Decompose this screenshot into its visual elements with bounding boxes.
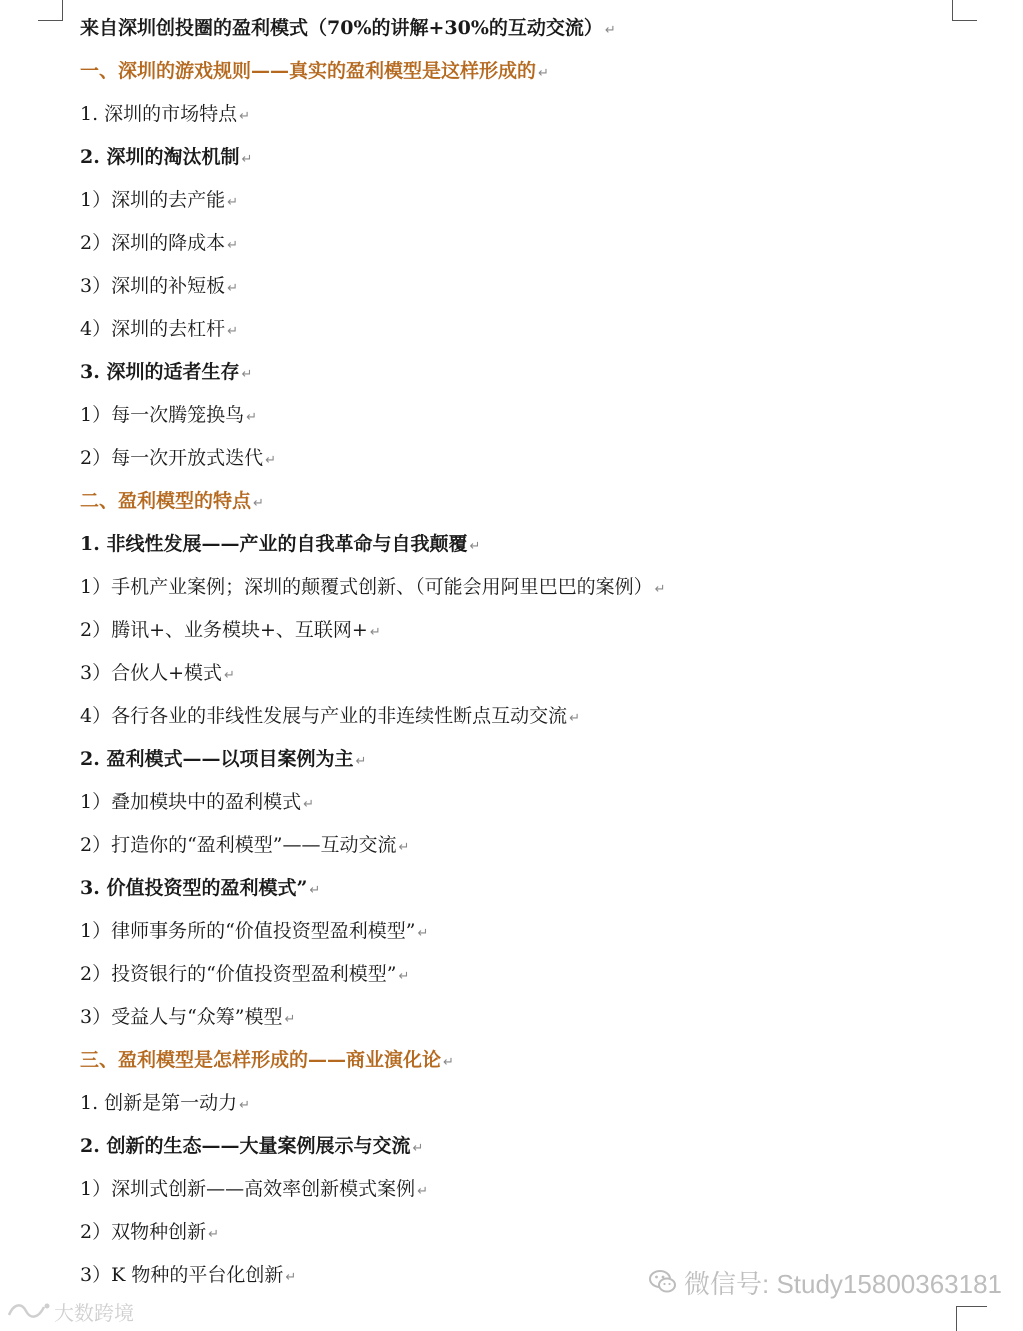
line-text: 2）双物种创新 — [80, 1221, 207, 1243]
line-text: 三、盈利模型是怎样形成的——商业演化论 — [80, 1049, 442, 1071]
line-text: 2）打造你的“盈利模型”——互动交流 — [80, 834, 397, 856]
outline-item — [80, 142, 252, 172]
paragraph-mark-icon: ↵ — [469, 539, 481, 554]
paragraph-mark-icon: ↵ — [246, 410, 257, 425]
outline-item — [80, 99, 250, 129]
brand-watermark — [6, 1296, 134, 1326]
paragraph-mark-icon: ↵ — [355, 754, 367, 769]
line-text: 1. 非线性发展——产业的自我革命与自我颠覆 — [80, 533, 468, 555]
outline-item — [80, 271, 238, 301]
line-text: 1）每一次腾笼换鸟 — [80, 404, 245, 426]
line-text: 2）腾讯+、业务模块+、互联网+ — [80, 619, 368, 641]
line-text: 2. 深圳的淘汰机制 — [80, 146, 240, 168]
line-text: 来自深圳创投圈的盈利模式（70%的讲解+30%的互动交流） — [80, 17, 603, 39]
paragraph-mark-icon: ↵ — [654, 582, 666, 597]
paragraph-mark-icon: ↵ — [284, 1012, 296, 1027]
section-heading — [80, 486, 264, 516]
paragraph-mark-icon: ↵ — [303, 797, 314, 812]
line-text: 1）律师事务所的“价值投资型盈利模型” — [80, 920, 416, 942]
paragraph-mark-icon: ↵ — [239, 109, 251, 124]
paragraph-mark-icon: ↵ — [208, 1227, 219, 1242]
paragraph-mark-icon: ↵ — [417, 926, 429, 941]
paragraph-mark-icon: ↵ — [443, 1055, 454, 1070]
paragraph-mark-icon: ↵ — [604, 23, 616, 38]
outline-item — [80, 1088, 250, 1118]
paragraph-mark-icon: ↵ — [227, 195, 238, 210]
line-text: 2）投资银行的“价值投资型盈利模型” — [80, 963, 397, 985]
outline-item — [80, 400, 257, 430]
wechat-icon — [648, 1267, 678, 1297]
outline-item — [80, 1002, 295, 1032]
outline-item — [80, 314, 238, 344]
outline-item — [80, 658, 235, 688]
paragraph-mark-icon: ↵ — [369, 625, 381, 640]
paragraph-mark-icon: ↵ — [239, 1098, 251, 1113]
line-text: 2. 盈利模式——以项目案例为主 — [80, 748, 354, 770]
paragraph-mark-icon: ↵ — [253, 496, 264, 511]
line-text: 1）叠加模块中的盈利模式 — [80, 791, 302, 813]
paragraph-mark-icon: ↵ — [398, 969, 410, 984]
line-text: 1）手机产业案例；深圳的颠覆式创新、（可能会用阿里巴巴的案例） — [80, 576, 653, 598]
document-title — [80, 13, 616, 43]
outline-item — [80, 873, 320, 903]
line-text: 一、深圳的游戏规则——真实的盈利模型是这样形成的 — [80, 60, 537, 82]
line-text: 3）合伙人+模式 — [80, 662, 223, 684]
paragraph-mark-icon: ↵ — [417, 1184, 428, 1199]
paragraph-mark-icon: ↵ — [227, 238, 238, 253]
paragraph-mark-icon: ↵ — [285, 1270, 297, 1285]
paragraph-mark-icon: ↵ — [224, 668, 235, 683]
page-corner-mark-top-left — [38, 0, 63, 21]
paragraph-mark-icon: ↵ — [241, 152, 253, 167]
section-heading — [80, 1045, 454, 1075]
outline-item — [80, 1217, 219, 1247]
line-text: 1. 深圳的市场特点 — [80, 103, 238, 125]
paragraph-mark-icon: ↵ — [241, 367, 253, 382]
line-text: 3. 价值投资型的盈利模式” — [80, 877, 308, 899]
line-text: 1. 创新是第一动力 — [80, 1092, 238, 1114]
line-text: 3）K 物种的平台化创新 — [80, 1264, 284, 1286]
outline-item — [80, 701, 580, 731]
brand-watermark-text: 大数跨境 — [54, 1302, 134, 1325]
paragraph-mark-icon: ↵ — [538, 66, 549, 81]
paragraph-mark-icon: ↵ — [398, 840, 410, 855]
line-text: 3）受益人与“众筹”模型 — [80, 1006, 283, 1028]
line-text: 4）深圳的去杠杆 — [80, 318, 226, 340]
line-text: 二、盈利模型的特点 — [80, 490, 252, 512]
outline-item — [80, 787, 314, 817]
paragraph-mark-icon: ↵ — [227, 324, 238, 339]
line-text: 3. 深圳的适者生存 — [80, 361, 240, 383]
line-text: 1）深圳的去产能 — [80, 189, 226, 211]
outline-item — [80, 1131, 423, 1161]
paragraph-mark-icon: ↵ — [265, 453, 276, 468]
outline-item — [80, 443, 276, 473]
wechat-watermark — [648, 1264, 1002, 1300]
section-heading — [80, 56, 549, 86]
outline-item — [80, 529, 480, 559]
outline-item — [80, 357, 252, 387]
outline-item — [80, 744, 366, 774]
paragraph-mark-icon: ↵ — [309, 883, 321, 898]
paragraph-mark-icon: ↵ — [569, 711, 580, 726]
line-text: 2）每一次开放式迭代 — [80, 447, 264, 469]
brand-logo-icon — [6, 1300, 52, 1322]
page-corner-mark-top-right — [952, 0, 977, 21]
line-text: 2）深圳的降成本 — [80, 232, 226, 254]
outline-item — [80, 959, 409, 989]
paragraph-mark-icon: ↵ — [227, 281, 238, 296]
wechat-watermark-text: 微信号: Study15800363181 — [684, 1268, 1002, 1299]
outline-item — [80, 1174, 428, 1204]
outline-item — [80, 615, 381, 645]
outline-item — [80, 228, 238, 258]
outline-item — [80, 916, 428, 946]
outline-item — [80, 1260, 296, 1290]
outline-item — [80, 185, 238, 215]
line-text: 3）深圳的补短板 — [80, 275, 226, 297]
outline-item — [80, 830, 409, 860]
page-corner-mark-bottom-right — [956, 1306, 987, 1331]
line-text: 1）深圳式创新——高效率创新模式案例 — [80, 1178, 416, 1200]
line-text: 2. 创新的生态——大量案例展示与交流 — [80, 1135, 411, 1157]
outline-item — [80, 572, 666, 602]
paragraph-mark-icon: ↵ — [412, 1141, 424, 1156]
line-text: 4）各行各业的非线性发展与产业的非连续性断点互动交流 — [80, 705, 568, 727]
